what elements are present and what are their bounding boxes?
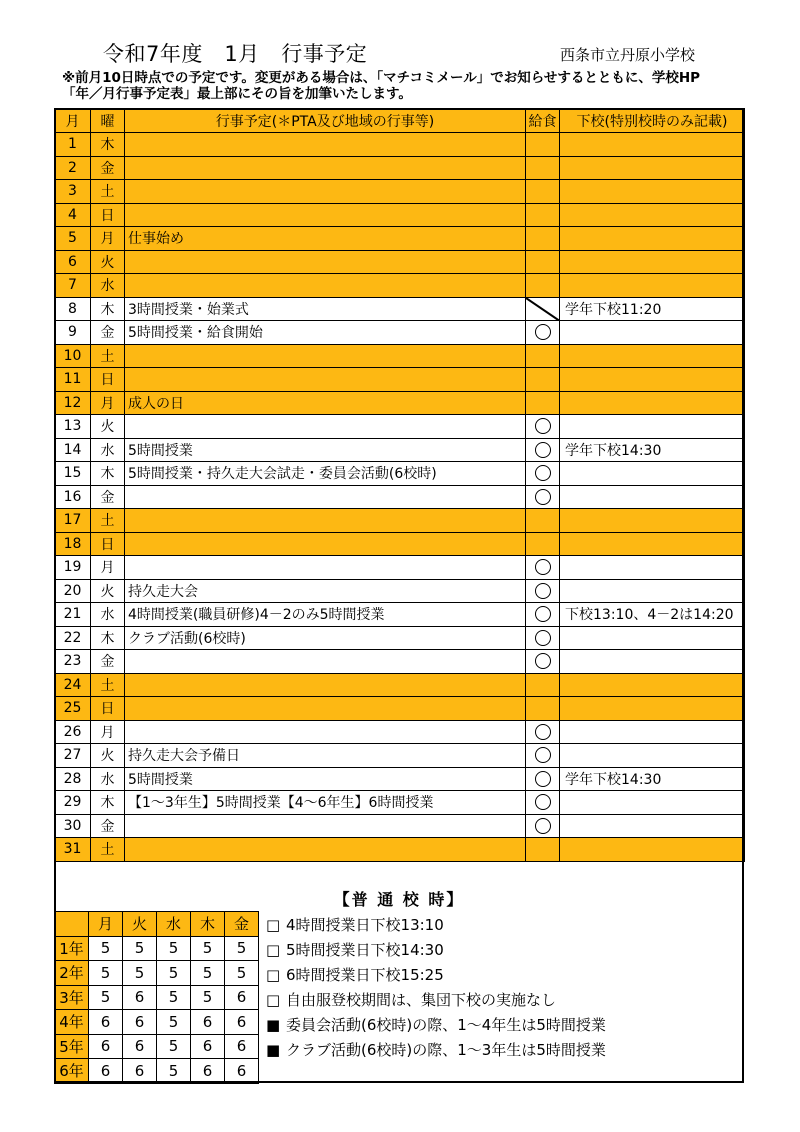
hours-weekday: 火 bbox=[123, 912, 157, 937]
hours-row bbox=[55, 1034, 259, 1059]
schedule-row bbox=[55, 673, 745, 697]
day-cell: 10 bbox=[55, 344, 91, 368]
day-cell: 28 bbox=[55, 767, 91, 791]
period-count: 6 bbox=[123, 985, 157, 1010]
col-header-dismissal: 下校(特別校時のみ記載) bbox=[560, 109, 745, 133]
event-cell bbox=[125, 274, 526, 298]
schedule-row bbox=[55, 626, 745, 650]
lunch-circle-icon bbox=[535, 724, 551, 740]
period-count: 5 bbox=[191, 985, 225, 1010]
dismissal-cell bbox=[560, 697, 745, 721]
notice-line-2: 「年／月行事予定表」最上部にその旨を加筆いたします。 bbox=[62, 86, 412, 102]
dismissal-cell bbox=[560, 156, 745, 180]
period-count: 6 bbox=[89, 1010, 123, 1035]
period-count: 5 bbox=[225, 936, 259, 961]
grade-label: 2年 bbox=[55, 961, 89, 986]
event-cell: 持久走大会予備日 bbox=[125, 744, 526, 768]
day-cell: 6 bbox=[55, 250, 91, 274]
schedule-row bbox=[55, 556, 745, 580]
weekday-cell: 水 bbox=[91, 767, 125, 791]
lunch-cell bbox=[526, 156, 560, 180]
period-count: 6 bbox=[191, 1034, 225, 1059]
dismissal-cell bbox=[560, 814, 745, 838]
lunch-cell bbox=[526, 556, 560, 580]
schedule-row bbox=[55, 156, 745, 180]
note-item bbox=[266, 1038, 606, 1063]
note-item bbox=[266, 963, 606, 988]
schedule-row bbox=[55, 767, 745, 791]
lunch-cell bbox=[526, 344, 560, 368]
event-cell bbox=[125, 838, 526, 862]
period-count: 5 bbox=[157, 1034, 191, 1059]
event-cell bbox=[125, 203, 526, 227]
lunch-cell bbox=[526, 603, 560, 627]
note-text: 4時間授業日下校13:10 bbox=[286, 916, 444, 934]
event-cell bbox=[125, 133, 526, 157]
dismissal-cell bbox=[560, 344, 745, 368]
day-cell: 4 bbox=[55, 203, 91, 227]
period-count: 5 bbox=[89, 961, 123, 986]
period-count: 6 bbox=[225, 985, 259, 1010]
period-count: 5 bbox=[89, 985, 123, 1010]
period-count: 6 bbox=[123, 1059, 157, 1084]
weekday-cell: 金 bbox=[91, 485, 125, 509]
lunch-circle-icon bbox=[535, 818, 551, 834]
dismissal-cell: 下校13:10、4－2は14:20 bbox=[560, 603, 745, 627]
day-cell: 2 bbox=[55, 156, 91, 180]
lunch-cell bbox=[526, 133, 560, 157]
hours-weekday: 木 bbox=[191, 912, 225, 937]
event-cell: 3時間授業・始業式 bbox=[125, 297, 526, 321]
weekday-cell: 火 bbox=[91, 744, 125, 768]
event-cell: 仕事始め bbox=[125, 227, 526, 251]
weekday-cell: 日 bbox=[91, 368, 125, 392]
period-count: 6 bbox=[225, 1034, 259, 1059]
day-cell: 1 bbox=[55, 133, 91, 157]
day-cell: 29 bbox=[55, 791, 91, 815]
dismissal-cell bbox=[560, 720, 745, 744]
notice bbox=[62, 70, 700, 102]
dismissal-cell bbox=[560, 368, 745, 392]
event-cell bbox=[125, 650, 526, 674]
lunch-cell bbox=[526, 180, 560, 204]
period-count: 5 bbox=[157, 1059, 191, 1084]
day-cell: 27 bbox=[55, 744, 91, 768]
schedule-row bbox=[55, 344, 745, 368]
event-cell: 4時間授業(職員研修)4－2のみ5時間授業 bbox=[125, 603, 526, 627]
event-cell bbox=[125, 673, 526, 697]
weekday-cell: 水 bbox=[91, 603, 125, 627]
event-cell bbox=[125, 720, 526, 744]
weekday-cell: 火 bbox=[91, 415, 125, 439]
period-count: 5 bbox=[157, 985, 191, 1010]
period-count: 6 bbox=[89, 1034, 123, 1059]
dismissal-cell bbox=[560, 744, 745, 768]
schedule-row bbox=[55, 274, 745, 298]
period-count: 5 bbox=[191, 936, 225, 961]
filled-square-icon: ■ bbox=[266, 1041, 281, 1059]
weekday-cell: 月 bbox=[91, 720, 125, 744]
lunch-cell bbox=[526, 791, 560, 815]
lunch-circle-icon bbox=[535, 794, 551, 810]
event-cell: 【1～3年生】5時間授業【4～6年生】6時間授業 bbox=[125, 791, 526, 815]
lunch-circle-icon bbox=[535, 489, 551, 505]
lunch-cell bbox=[526, 579, 560, 603]
period-count: 5 bbox=[123, 936, 157, 961]
period-count: 5 bbox=[157, 936, 191, 961]
schedule-row bbox=[55, 485, 745, 509]
dismissal-cell bbox=[560, 838, 745, 862]
lunch-circle-icon bbox=[535, 606, 551, 622]
empty-square-icon: □ bbox=[266, 916, 281, 934]
lunch-cell bbox=[526, 626, 560, 650]
hours-corner bbox=[55, 912, 89, 937]
filled-square-icon: ■ bbox=[266, 1016, 281, 1034]
schedule-row bbox=[55, 509, 745, 533]
hours-row bbox=[55, 936, 259, 961]
day-cell: 22 bbox=[55, 626, 91, 650]
weekday-cell: 水 bbox=[91, 274, 125, 298]
day-cell: 25 bbox=[55, 697, 91, 721]
day-cell: 23 bbox=[55, 650, 91, 674]
event-cell: 成人の日 bbox=[125, 391, 526, 415]
dismissal-cell bbox=[560, 391, 745, 415]
lunch-cell bbox=[526, 744, 560, 768]
day-cell: 15 bbox=[55, 462, 91, 486]
weekday-cell: 月 bbox=[91, 556, 125, 580]
schedule-table bbox=[54, 108, 745, 862]
lunch-cell bbox=[526, 509, 560, 533]
hours-weekday: 月 bbox=[89, 912, 123, 937]
dismissal-cell bbox=[560, 274, 745, 298]
day-cell: 16 bbox=[55, 485, 91, 509]
period-count: 5 bbox=[89, 936, 123, 961]
lunch-cell bbox=[526, 203, 560, 227]
weekday-cell: 日 bbox=[91, 203, 125, 227]
hours-row bbox=[55, 1059, 259, 1084]
dismissal-cell bbox=[560, 250, 745, 274]
period-count: 6 bbox=[89, 1059, 123, 1084]
day-cell: 24 bbox=[55, 673, 91, 697]
event-cell bbox=[125, 250, 526, 274]
schedule-row bbox=[55, 391, 745, 415]
weekday-cell: 木 bbox=[91, 297, 125, 321]
no-lunch-slash-icon bbox=[526, 298, 559, 321]
event-cell: クラブ活動(6校時) bbox=[125, 626, 526, 650]
dismissal-cell bbox=[560, 556, 745, 580]
note-text: 6時間授業日下校15:25 bbox=[286, 966, 444, 984]
period-count: 6 bbox=[123, 1010, 157, 1035]
period-count: 5 bbox=[191, 961, 225, 986]
event-cell bbox=[125, 556, 526, 580]
period-count: 6 bbox=[225, 1059, 259, 1084]
note-text: 5時間授業日下校14:30 bbox=[286, 941, 444, 959]
hours-row bbox=[55, 961, 259, 986]
notice-line-1: ※前月10日時点での予定です。変更がある場合は、「マチコミメール」でお知らせするとともに、学校HP bbox=[62, 70, 701, 86]
col-header-lunch: 給食 bbox=[526, 109, 560, 133]
period-count: 6 bbox=[123, 1034, 157, 1059]
dismissal-cell bbox=[560, 650, 745, 674]
weekday-cell: 金 bbox=[91, 814, 125, 838]
day-cell: 11 bbox=[55, 368, 91, 392]
note-text: クラブ活動(6校時)の際、1～3年生は5時間授業 bbox=[286, 1041, 606, 1059]
dismissal-cell bbox=[560, 509, 745, 533]
day-cell: 8 bbox=[55, 297, 91, 321]
grade-label: 6年 bbox=[55, 1059, 89, 1084]
weekday-cell: 月 bbox=[91, 391, 125, 415]
day-cell: 20 bbox=[55, 579, 91, 603]
lunch-cell bbox=[526, 767, 560, 791]
period-count: 6 bbox=[225, 1010, 259, 1035]
grade-label: 1年 bbox=[55, 936, 89, 961]
day-cell: 31 bbox=[55, 838, 91, 862]
lunch-circle-icon bbox=[535, 418, 551, 434]
weekday-cell: 金 bbox=[91, 321, 125, 345]
dismissal-cell: 学年下校14:30 bbox=[560, 767, 745, 791]
regular-hours-table bbox=[54, 911, 259, 1084]
schedule-row bbox=[55, 227, 745, 251]
weekday-cell: 火 bbox=[91, 250, 125, 274]
lunch-cell bbox=[526, 297, 560, 321]
event-cell bbox=[125, 180, 526, 204]
day-cell: 7 bbox=[55, 274, 91, 298]
schedule-row bbox=[55, 603, 745, 627]
dismissal-cell bbox=[560, 791, 745, 815]
weekday-cell: 木 bbox=[91, 462, 125, 486]
lunch-circle-icon bbox=[535, 583, 551, 599]
schedule-row bbox=[55, 415, 745, 439]
lunch-cell bbox=[526, 391, 560, 415]
grade-label: 3年 bbox=[55, 985, 89, 1010]
empty-square-icon: □ bbox=[266, 991, 281, 1009]
lunch-cell bbox=[526, 274, 560, 298]
day-cell: 26 bbox=[55, 720, 91, 744]
event-cell: 5時間授業 bbox=[125, 767, 526, 791]
weekday-cell: 木 bbox=[91, 133, 125, 157]
weekday-cell: 月 bbox=[91, 227, 125, 251]
lunch-cell bbox=[526, 673, 560, 697]
weekday-cell: 土 bbox=[91, 180, 125, 204]
lunch-circle-icon bbox=[535, 559, 551, 575]
dismissal-cell bbox=[560, 203, 745, 227]
schedule-header-row bbox=[55, 109, 745, 133]
period-count: 5 bbox=[225, 961, 259, 986]
period-count: 5 bbox=[157, 1010, 191, 1035]
hours-header-row bbox=[55, 912, 259, 937]
dismissal-cell: 学年下校14:30 bbox=[560, 438, 745, 462]
weekday-cell: 日 bbox=[91, 532, 125, 556]
lunch-circle-icon bbox=[535, 442, 551, 458]
dismissal-cell bbox=[560, 579, 745, 603]
schedule-row bbox=[55, 297, 745, 321]
period-count: 5 bbox=[123, 961, 157, 986]
hours-weekday: 金 bbox=[225, 912, 259, 937]
event-cell: 持久走大会 bbox=[125, 579, 526, 603]
schedule-row bbox=[55, 438, 745, 462]
school-name: 西条市立丹原小学校 bbox=[560, 46, 696, 64]
event-cell bbox=[125, 814, 526, 838]
day-cell: 14 bbox=[55, 438, 91, 462]
lunch-cell bbox=[526, 368, 560, 392]
weekday-cell: 金 bbox=[91, 650, 125, 674]
regular-hours-title: 【普 通 校 時】 bbox=[333, 890, 465, 909]
hours-row bbox=[55, 985, 259, 1010]
day-cell: 13 bbox=[55, 415, 91, 439]
weekday-cell: 木 bbox=[91, 626, 125, 650]
note-item bbox=[266, 938, 606, 963]
schedule-row bbox=[55, 720, 745, 744]
schedule-row bbox=[55, 250, 745, 274]
event-cell bbox=[125, 156, 526, 180]
weekday-cell: 木 bbox=[91, 791, 125, 815]
weekday-cell: 土 bbox=[91, 509, 125, 533]
empty-square-icon: □ bbox=[266, 966, 281, 984]
event-cell bbox=[125, 532, 526, 556]
schedule-row bbox=[55, 650, 745, 674]
schedule-row bbox=[55, 579, 745, 603]
lunch-cell bbox=[526, 462, 560, 486]
lunch-cell bbox=[526, 485, 560, 509]
dismissal-cell bbox=[560, 180, 745, 204]
event-cell bbox=[125, 509, 526, 533]
note-text: 委員会活動(6校時)の際、1～4年生は5時間授業 bbox=[286, 1016, 606, 1034]
grade-label: 5年 bbox=[55, 1034, 89, 1059]
dismissal-cell bbox=[560, 673, 745, 697]
dismissal-cell bbox=[560, 462, 745, 486]
lunch-circle-icon bbox=[535, 324, 551, 340]
lunch-cell bbox=[526, 650, 560, 674]
col-header-weekday: 曜 bbox=[91, 109, 125, 133]
dismissal-cell bbox=[560, 415, 745, 439]
schedule-row bbox=[55, 321, 745, 345]
hours-row bbox=[55, 1010, 259, 1035]
page-title: 令和7年度 1月 行事予定 bbox=[103, 42, 368, 66]
lunch-circle-icon bbox=[535, 630, 551, 646]
note-item bbox=[266, 913, 606, 938]
schedule-row bbox=[55, 838, 745, 862]
hours-weekday: 水 bbox=[157, 912, 191, 937]
note-text: 自由服登校期間は、集団下校の実施なし bbox=[286, 991, 557, 1009]
schedule-row bbox=[55, 368, 745, 392]
weekday-cell: 日 bbox=[91, 697, 125, 721]
day-cell: 21 bbox=[55, 603, 91, 627]
dismissal-cell bbox=[560, 227, 745, 251]
day-cell: 5 bbox=[55, 227, 91, 251]
event-cell bbox=[125, 697, 526, 721]
note-item bbox=[266, 988, 606, 1013]
event-cell bbox=[125, 344, 526, 368]
col-header-day: 月 bbox=[55, 109, 91, 133]
weekday-cell: 土 bbox=[91, 838, 125, 862]
event-cell: 5時間授業・持久走大会試走・委員会活動(6校時) bbox=[125, 462, 526, 486]
lunch-cell bbox=[526, 415, 560, 439]
day-cell: 3 bbox=[55, 180, 91, 204]
lunch-cell bbox=[526, 532, 560, 556]
weekday-cell: 金 bbox=[91, 156, 125, 180]
weekday-cell: 土 bbox=[91, 344, 125, 368]
dismissal-cell bbox=[560, 532, 745, 556]
lunch-cell bbox=[526, 838, 560, 862]
schedule-row bbox=[55, 133, 745, 157]
regular-hours-notes bbox=[266, 913, 606, 1063]
lunch-cell bbox=[526, 438, 560, 462]
lunch-cell bbox=[526, 321, 560, 345]
lunch-cell bbox=[526, 814, 560, 838]
col-header-event: 行事予定(＊PTA及び地域の行事等) bbox=[125, 109, 526, 133]
event-cell bbox=[125, 415, 526, 439]
schedule-row bbox=[55, 814, 745, 838]
dismissal-cell: 学年下校11:20 bbox=[560, 297, 745, 321]
lunch-cell bbox=[526, 720, 560, 744]
dismissal-cell bbox=[560, 626, 745, 650]
period-count: 6 bbox=[191, 1059, 225, 1084]
schedule-row bbox=[55, 180, 745, 204]
day-cell: 19 bbox=[55, 556, 91, 580]
event-cell bbox=[125, 485, 526, 509]
schedule-row bbox=[55, 532, 745, 556]
event-cell: 5時間授業 bbox=[125, 438, 526, 462]
schedule-row bbox=[55, 791, 745, 815]
note-item bbox=[266, 1013, 606, 1038]
event-cell: 5時間授業・給食開始 bbox=[125, 321, 526, 345]
day-cell: 12 bbox=[55, 391, 91, 415]
lunch-cell bbox=[526, 697, 560, 721]
day-cell: 17 bbox=[55, 509, 91, 533]
schedule-row bbox=[55, 697, 745, 721]
grade-label: 4年 bbox=[55, 1010, 89, 1035]
period-count: 6 bbox=[191, 1010, 225, 1035]
lunch-circle-icon bbox=[535, 465, 551, 481]
lunch-circle-icon bbox=[535, 653, 551, 669]
dismissal-cell bbox=[560, 133, 745, 157]
lunch-cell bbox=[526, 227, 560, 251]
schedule-row bbox=[55, 203, 745, 227]
lunch-cell bbox=[526, 250, 560, 274]
schedule-row bbox=[55, 744, 745, 768]
dismissal-cell bbox=[560, 485, 745, 509]
day-cell: 18 bbox=[55, 532, 91, 556]
schedule-row bbox=[55, 462, 745, 486]
period-count: 5 bbox=[157, 961, 191, 986]
day-cell: 9 bbox=[55, 321, 91, 345]
weekday-cell: 水 bbox=[91, 438, 125, 462]
empty-square-icon: □ bbox=[266, 941, 281, 959]
lunch-circle-icon bbox=[535, 771, 551, 787]
weekday-cell: 土 bbox=[91, 673, 125, 697]
event-cell bbox=[125, 368, 526, 392]
dismissal-cell bbox=[560, 321, 745, 345]
lunch-circle-icon bbox=[535, 747, 551, 763]
day-cell: 30 bbox=[55, 814, 91, 838]
weekday-cell: 火 bbox=[91, 579, 125, 603]
